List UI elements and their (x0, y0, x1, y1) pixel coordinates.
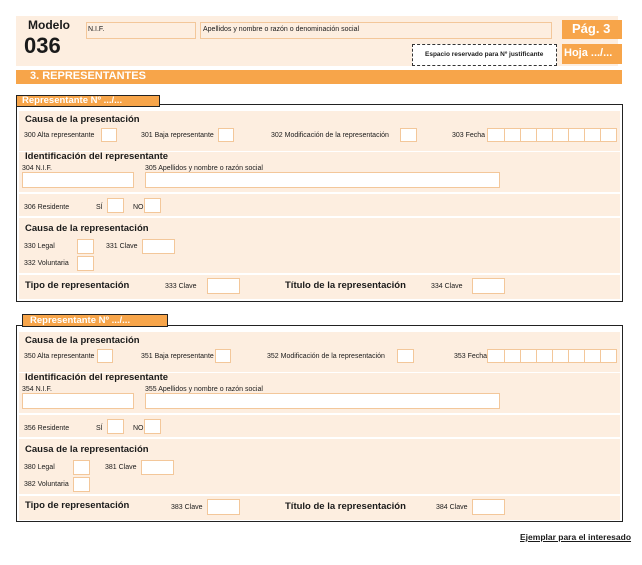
residente-si-checkbox[interactable] (107, 198, 124, 213)
residente-no-checkbox[interactable] (144, 198, 161, 213)
alta-label: 300 Alta representante (24, 132, 95, 139)
residente-si-checkbox[interactable] (107, 419, 124, 434)
clave-2-field[interactable] (207, 499, 240, 515)
representative-1-panel (16, 104, 623, 302)
tipo-title: Tipo de representación (25, 500, 130, 511)
no-label: NO (133, 425, 144, 432)
residente-no-checkbox[interactable] (144, 419, 161, 434)
legal-label: 330 Legal (24, 243, 55, 250)
baja-label: 301 Baja representante (141, 132, 214, 139)
section-title: 3. REPRESENTANTES (30, 70, 146, 82)
fecha-label: 303 Fecha (452, 132, 486, 139)
representative-2-panel (16, 325, 623, 522)
alta-checkbox[interactable] (101, 128, 117, 142)
modificacion-label: 302 Modificación de la representación (271, 132, 389, 139)
causa-representacion-title: Causa de la representación (25, 223, 149, 234)
clave-3-label: 384 Clave (436, 504, 468, 511)
representative-1-title: Representante Nº .../... (22, 95, 123, 106)
nif-field[interactable] (22, 172, 134, 188)
clave-2-label: 383 Clave (171, 504, 203, 511)
residente-label: 356 Residente (24, 425, 70, 432)
fecha-field[interactable] (487, 128, 617, 142)
name-field[interactable] (145, 393, 500, 409)
nif-field[interactable] (22, 393, 134, 409)
name-label: 305 Apellidos y nombre o razón social (145, 165, 263, 172)
si-label: SÍ (96, 425, 103, 432)
baja-checkbox[interactable] (218, 128, 234, 142)
no-label: NO (133, 204, 144, 211)
nif-label: 304 N.I.F. (22, 165, 52, 172)
name-label: 355 Apellidos y nombre o razón social (145, 386, 263, 393)
nif-label: N.I.F. (88, 26, 105, 33)
modificacion-label: 352 Modificación de la representación (267, 353, 385, 360)
identificacion-title: Identificación del representante (25, 151, 169, 162)
alta-label: 350 Alta representante (24, 353, 95, 360)
fecha-label: 353 Fecha (454, 353, 488, 360)
causa-representacion-title: Causa de la representación (25, 444, 149, 455)
identificacion-title: Identificación del representante (25, 372, 169, 383)
legal-checkbox[interactable] (73, 460, 90, 475)
voluntaria-label: 382 Voluntaria (24, 481, 69, 488)
representative-2-title: Representante Nº .../... (30, 315, 131, 326)
nif-label: 354 N.I.F. (22, 386, 52, 393)
voluntaria-checkbox[interactable] (73, 477, 90, 492)
titulo-title: Título de la representación (285, 280, 406, 291)
residente-label: 306 Residente (24, 204, 70, 211)
voluntaria-label: 332 Voluntaria (24, 260, 69, 267)
reserved-label: Espacio reservado para Nº justificante (425, 51, 544, 58)
clave-3-label: 334 Clave (431, 283, 463, 290)
causa-presentacion-title: Causa de la presentación (25, 114, 140, 125)
clave-2-field[interactable] (207, 278, 240, 294)
footer-copy-label: Ejemplar para el interesado (520, 532, 632, 542)
clave-2-label: 333 Clave (165, 283, 197, 290)
baja-checkbox[interactable] (215, 349, 231, 363)
causa-presentacion-title: Causa de la presentación (25, 335, 140, 346)
clave-1-field[interactable] (142, 239, 175, 254)
name-label: Apellidos y nombre o razón o denominación social (203, 26, 360, 33)
modelo-number: 036 (24, 33, 61, 58)
name-field[interactable] (145, 172, 500, 188)
clave-1-field[interactable] (141, 460, 174, 475)
modelo-label: Modelo (28, 18, 70, 32)
clave-1-label: 331 Clave (106, 243, 138, 250)
page-label: Pág. 3 (572, 21, 611, 36)
voluntaria-checkbox[interactable] (77, 256, 94, 271)
nif-field[interactable] (86, 22, 196, 39)
clave-3-field[interactable] (472, 278, 505, 294)
clave-3-field[interactable] (472, 499, 505, 515)
sheet-label: Hoja .../... (564, 47, 613, 59)
legal-checkbox[interactable] (77, 239, 94, 254)
baja-label: 351 Baja representante (141, 353, 214, 360)
modificacion-checkbox[interactable] (400, 128, 417, 142)
tipo-title: Tipo de representación (25, 280, 130, 291)
alta-checkbox[interactable] (97, 349, 113, 363)
fecha-field[interactable] (487, 349, 617, 363)
name-field[interactable] (200, 22, 552, 39)
legal-label: 380 Legal (24, 464, 55, 471)
titulo-title: Título de la representación (285, 501, 406, 512)
modificacion-checkbox[interactable] (397, 349, 414, 363)
si-label: SÍ (96, 204, 103, 211)
clave-1-label: 381 Clave (105, 464, 137, 471)
